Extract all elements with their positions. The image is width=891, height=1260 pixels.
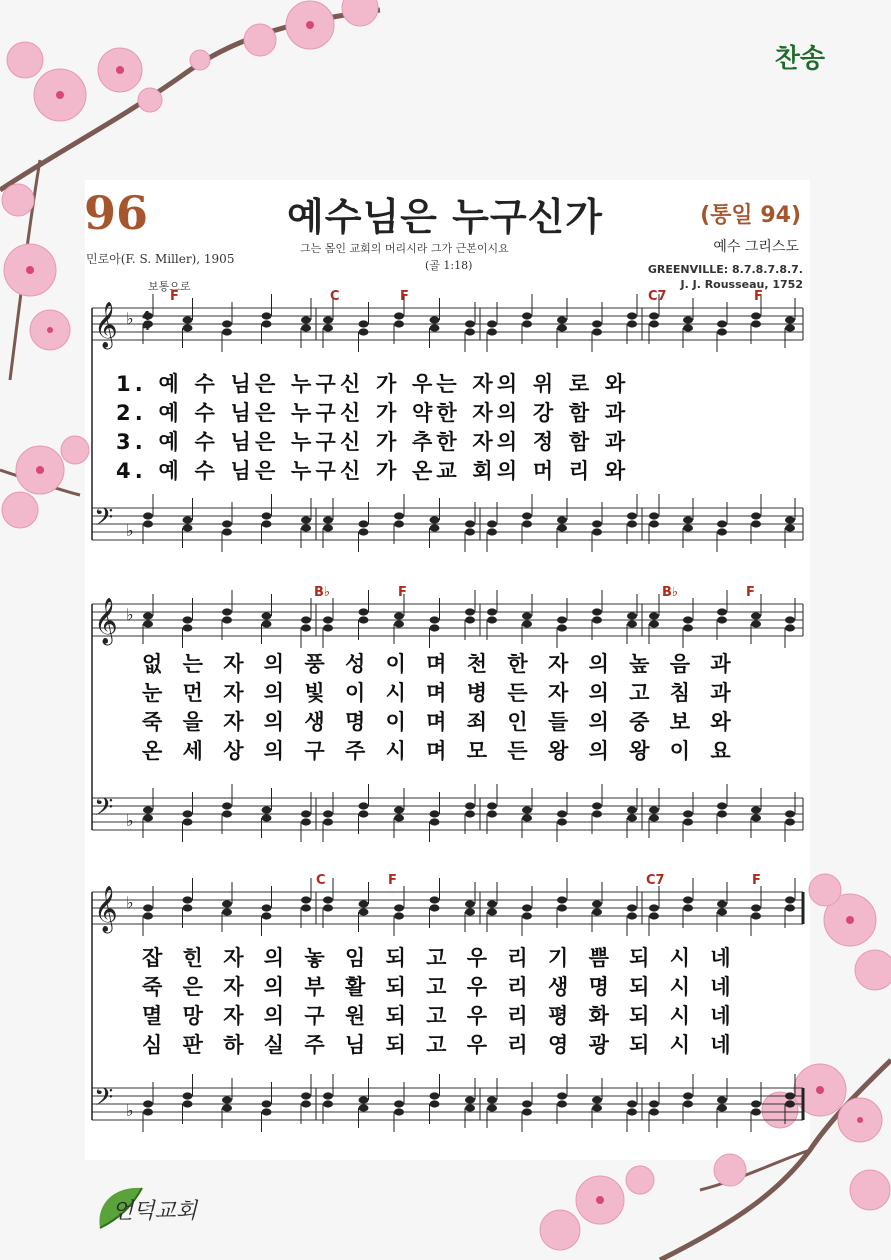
note-head xyxy=(143,814,153,821)
note-head xyxy=(430,324,440,331)
note-head xyxy=(183,1100,193,1107)
note-head xyxy=(627,806,637,813)
note-head xyxy=(143,912,153,919)
note-head xyxy=(649,312,659,319)
note-head xyxy=(183,904,193,911)
note-head xyxy=(430,810,440,817)
note-head xyxy=(627,912,637,919)
note-head xyxy=(359,900,369,907)
note-head xyxy=(183,616,193,623)
note-head xyxy=(301,1092,311,1099)
note-head xyxy=(323,524,333,531)
note-head xyxy=(262,512,272,519)
note-head xyxy=(323,316,333,323)
treble-staff xyxy=(92,294,803,352)
note-head xyxy=(522,512,532,519)
note-head xyxy=(649,806,659,813)
note-head xyxy=(394,1100,404,1107)
note-head xyxy=(183,516,193,523)
note-head xyxy=(717,528,727,535)
note-head xyxy=(323,1100,333,1107)
note-head xyxy=(751,904,761,911)
note-head xyxy=(751,620,761,627)
note-head xyxy=(592,802,602,809)
note-head xyxy=(262,520,272,527)
tune-name: GREENVILLE: 8.7.8.7.8.7. xyxy=(647,263,803,276)
note-head xyxy=(717,608,727,615)
note-head xyxy=(487,908,497,915)
note-head xyxy=(394,904,404,911)
note-head xyxy=(522,904,532,911)
note-head xyxy=(394,520,404,527)
note-head xyxy=(465,328,475,335)
note-head xyxy=(522,1100,532,1107)
note-head xyxy=(649,814,659,821)
note-head xyxy=(301,316,311,323)
scripture-reference: (골 1:18) xyxy=(425,259,473,272)
note-head xyxy=(301,818,311,825)
note-head xyxy=(359,520,369,527)
chord-symbol: F xyxy=(388,873,397,888)
lyric-line: 잡 힌 자 의 놓 임 되 고 우 리 기 쁨 되 시 네 xyxy=(142,945,738,970)
flat-icon: ♭ xyxy=(126,521,134,540)
note-head xyxy=(323,904,333,911)
note-head xyxy=(487,802,497,809)
note-head xyxy=(785,524,795,531)
note-head xyxy=(717,320,727,327)
flat-icon: ♭ xyxy=(126,309,134,328)
bass-clef-icon: 𝄢 xyxy=(94,793,114,828)
note-head xyxy=(465,810,475,817)
note-head xyxy=(143,806,153,813)
chord-symbol: C7 xyxy=(648,289,667,304)
note-head xyxy=(301,624,311,631)
note-head xyxy=(683,1092,693,1099)
note-head xyxy=(627,612,637,619)
note-head xyxy=(557,616,567,623)
note-head xyxy=(323,324,333,331)
note-head xyxy=(465,1104,475,1111)
note-head xyxy=(301,324,311,331)
note-head xyxy=(323,896,333,903)
note-head xyxy=(717,1104,727,1111)
note-head xyxy=(323,810,333,817)
note-head xyxy=(359,802,369,809)
note-head xyxy=(222,616,232,623)
note-head xyxy=(487,328,497,335)
note-head xyxy=(222,608,232,615)
note-head xyxy=(557,516,567,523)
note-head xyxy=(785,616,795,623)
note-head xyxy=(487,520,497,527)
flat-icon: ♭ xyxy=(126,893,134,912)
flat-icon: ♭ xyxy=(126,811,134,830)
note-head xyxy=(522,312,532,319)
note-head xyxy=(649,520,659,527)
note-head xyxy=(323,616,333,623)
note-head xyxy=(751,814,761,821)
note-head xyxy=(717,802,727,809)
treble-clef-icon: 𝄞 xyxy=(94,598,118,644)
note-head xyxy=(323,624,333,631)
note-head xyxy=(487,900,497,907)
note-head xyxy=(143,520,153,527)
note-head xyxy=(627,520,637,527)
note-head xyxy=(487,320,497,327)
note-head xyxy=(785,516,795,523)
note-head xyxy=(785,810,795,817)
note-head xyxy=(522,814,532,821)
note-head xyxy=(465,528,475,535)
note-head xyxy=(592,528,602,535)
lyric-line: 없 는 자 의 풍 성 이 며 천 한 자 의 높 음 과 xyxy=(142,651,738,676)
bass-staff xyxy=(92,1074,803,1132)
note-head xyxy=(262,1100,272,1107)
note-head xyxy=(649,320,659,327)
note-head xyxy=(717,900,727,907)
note-head xyxy=(487,810,497,817)
note-head xyxy=(183,624,193,631)
note-head xyxy=(557,316,567,323)
note-head xyxy=(394,320,404,327)
note-head xyxy=(683,516,693,523)
note-head xyxy=(751,1108,761,1115)
note-head xyxy=(301,1100,311,1107)
note-head xyxy=(301,896,311,903)
note-head xyxy=(627,312,637,319)
chord-symbol: C7 xyxy=(646,873,665,888)
note-head xyxy=(430,1100,440,1107)
note-head xyxy=(262,912,272,919)
note-head xyxy=(222,1096,232,1103)
note-head xyxy=(785,316,795,323)
note-head xyxy=(465,320,475,327)
note-head xyxy=(359,616,369,623)
lyric-line: 3. 예 수 님은 누구신 가 추한 자의 정 함 과 xyxy=(116,429,630,454)
lyric-line: 멸 망 자 의 구 원 되 고 우 리 평 화 되 시 네 xyxy=(142,1003,738,1028)
note-head xyxy=(717,616,727,623)
note-head xyxy=(683,896,693,903)
note-head xyxy=(522,620,532,627)
chord-symbol: C xyxy=(330,289,340,304)
note-head xyxy=(359,908,369,915)
note-head xyxy=(592,1096,602,1103)
note-head xyxy=(359,608,369,615)
note-head xyxy=(751,912,761,919)
note-head xyxy=(522,520,532,527)
note-head xyxy=(359,528,369,535)
note-head xyxy=(592,320,602,327)
note-head xyxy=(592,608,602,615)
note-head xyxy=(143,512,153,519)
note-head xyxy=(487,528,497,535)
note-head xyxy=(785,324,795,331)
treble-staff xyxy=(92,590,803,648)
note-head xyxy=(627,512,637,519)
note-head xyxy=(222,1104,232,1111)
note-head xyxy=(683,624,693,631)
note-head xyxy=(683,818,693,825)
note-head xyxy=(627,620,637,627)
note-head xyxy=(301,524,311,531)
note-head xyxy=(751,520,761,527)
note-head xyxy=(557,810,567,817)
treble-clef-icon: 𝄞 xyxy=(94,886,118,932)
note-head xyxy=(301,810,311,817)
note-head xyxy=(627,1108,637,1115)
note-head xyxy=(222,320,232,327)
lyric-line: 눈 먼 자 의 빛 이 시 며 병 든 자 의 고 침 과 xyxy=(142,680,738,705)
note-head xyxy=(394,620,404,627)
note-head xyxy=(487,616,497,623)
note-head xyxy=(487,608,497,615)
lyric-line: 죽 은 자 의 부 활 되 고 우 리 생 명 되 시 네 xyxy=(142,974,738,999)
hymn-number: 96 xyxy=(84,186,149,240)
note-head xyxy=(262,814,272,821)
chord-symbol: F xyxy=(754,289,763,304)
note-head xyxy=(465,908,475,915)
note-head xyxy=(430,616,440,623)
chord-symbol: F xyxy=(746,585,755,600)
note-head xyxy=(649,912,659,919)
note-head xyxy=(323,1092,333,1099)
note-head xyxy=(465,802,475,809)
note-head xyxy=(430,904,440,911)
note-head xyxy=(522,320,532,327)
note-head xyxy=(262,620,272,627)
note-head xyxy=(751,512,761,519)
bass-staff xyxy=(92,494,803,552)
note-head xyxy=(751,1100,761,1107)
note-head xyxy=(751,320,761,327)
note-head xyxy=(394,612,404,619)
church-name: 언덕교회 xyxy=(112,1199,198,1224)
note-head xyxy=(222,908,232,915)
note-head xyxy=(465,608,475,615)
note-head xyxy=(649,612,659,619)
note-head xyxy=(143,620,153,627)
flat-icon: ♭ xyxy=(126,1101,134,1120)
note-head xyxy=(301,616,311,623)
note-head xyxy=(717,810,727,817)
treble-clef-icon: 𝄞 xyxy=(94,302,118,348)
note-head xyxy=(785,896,795,903)
bass-clef-icon: 𝄢 xyxy=(94,503,114,538)
note-head xyxy=(717,908,727,915)
note-head xyxy=(649,1100,659,1107)
chord-symbol: F xyxy=(170,289,179,304)
note-head xyxy=(183,810,193,817)
note-head xyxy=(683,316,693,323)
note-head xyxy=(465,1096,475,1103)
note-head xyxy=(262,806,272,813)
stanza-block-2 xyxy=(112,648,792,764)
note-head xyxy=(487,1096,497,1103)
note-head xyxy=(262,612,272,619)
bass-clef-icon: 𝄢 xyxy=(94,1083,114,1118)
note-head xyxy=(262,312,272,319)
note-head xyxy=(751,612,761,619)
note-head xyxy=(751,312,761,319)
note-head xyxy=(222,520,232,527)
note-head xyxy=(717,328,727,335)
note-head xyxy=(359,1104,369,1111)
note-head xyxy=(222,810,232,817)
note-head xyxy=(359,328,369,335)
note-head xyxy=(430,624,440,631)
note-head xyxy=(359,810,369,817)
note-head xyxy=(522,612,532,619)
note-head xyxy=(430,316,440,323)
lyric-line: 죽 을 자 의 생 명 이 며 죄 인 들 의 중 보 와 xyxy=(142,709,738,734)
note-head xyxy=(557,1100,567,1107)
note-head xyxy=(143,1108,153,1115)
time-signature: 4 xyxy=(142,319,151,333)
lyric-line: 4. 예 수 님은 누구신 가 온교 회의 머 리 와 xyxy=(116,458,630,483)
note-head xyxy=(430,896,440,903)
church-logo xyxy=(92,1178,222,1242)
note-head xyxy=(592,328,602,335)
note-head xyxy=(465,520,475,527)
note-head xyxy=(522,912,532,919)
note-head xyxy=(465,900,475,907)
stanza-block-3 xyxy=(112,942,792,1058)
note-head xyxy=(394,814,404,821)
note-head xyxy=(592,520,602,527)
tempo-marking: 보통으로 xyxy=(148,280,191,293)
note-head xyxy=(683,904,693,911)
note-head xyxy=(627,814,637,821)
lyrics-author: 민로아(F. S. Miller), 1905 xyxy=(86,252,235,266)
note-head xyxy=(592,908,602,915)
note-head xyxy=(649,512,659,519)
note-head xyxy=(557,324,567,331)
note-head xyxy=(394,1108,404,1115)
note-head xyxy=(717,1096,727,1103)
hymn-subtitle: 그는 몸인 교회의 머리시라 그가 근본이시요 xyxy=(300,242,509,255)
note-head xyxy=(262,320,272,327)
note-head xyxy=(465,616,475,623)
unified-number: (통일 94) xyxy=(700,203,801,228)
note-head xyxy=(301,516,311,523)
note-head xyxy=(430,516,440,523)
note-head xyxy=(785,1100,795,1107)
hymn-badge: 찬송 xyxy=(774,44,825,74)
bass-staff xyxy=(92,784,803,842)
note-head xyxy=(183,324,193,331)
note-head xyxy=(785,904,795,911)
chord-symbol: C xyxy=(316,873,326,888)
note-head xyxy=(683,616,693,623)
note-head xyxy=(222,900,232,907)
chord-symbol: F xyxy=(400,289,409,304)
note-head xyxy=(785,1092,795,1099)
note-head xyxy=(222,802,232,809)
note-head xyxy=(323,818,333,825)
note-head xyxy=(430,524,440,531)
note-head xyxy=(683,1100,693,1107)
note-head xyxy=(394,912,404,919)
note-head xyxy=(592,810,602,817)
note-head xyxy=(557,524,567,531)
note-head xyxy=(222,328,232,335)
composer: J. J. Rousseau, 1752 xyxy=(680,278,803,291)
chord-symbol: F xyxy=(752,873,761,888)
note-head xyxy=(394,512,404,519)
note-head xyxy=(785,624,795,631)
note-head xyxy=(649,1108,659,1115)
note-head xyxy=(785,818,795,825)
note-head xyxy=(323,516,333,523)
note-head xyxy=(627,320,637,327)
note-head xyxy=(143,612,153,619)
note-head xyxy=(222,528,232,535)
note-head xyxy=(649,620,659,627)
note-head xyxy=(143,1100,153,1107)
note-head xyxy=(751,806,761,813)
note-head xyxy=(627,1100,637,1107)
note-head xyxy=(183,524,193,531)
lyric-line: 2. 예 수 님은 누구신 가 약한 자의 강 함 과 xyxy=(116,400,630,425)
note-head xyxy=(183,896,193,903)
hymn-title: 예수님은 누구신가 xyxy=(287,195,603,239)
note-head xyxy=(592,616,602,623)
time-signature: 4 xyxy=(142,309,151,323)
note-head xyxy=(592,900,602,907)
note-head xyxy=(683,324,693,331)
hymn-topic: 예수 그리스도 xyxy=(713,239,799,255)
note-head xyxy=(394,312,404,319)
note-head xyxy=(430,1092,440,1099)
flat-icon: ♭ xyxy=(126,605,134,624)
note-head xyxy=(487,1104,497,1111)
note-head xyxy=(522,1108,532,1115)
lyric-line: 온 세 상 의 구 주 시 며 모 든 왕 의 왕 이 요 xyxy=(142,738,738,763)
chord-symbol: B♭ xyxy=(314,585,331,600)
note-head xyxy=(557,904,567,911)
note-head xyxy=(717,520,727,527)
note-head xyxy=(522,806,532,813)
note-head xyxy=(592,1104,602,1111)
note-head xyxy=(557,818,567,825)
note-head xyxy=(359,1096,369,1103)
note-head xyxy=(183,818,193,825)
chord-symbol: B♭ xyxy=(662,585,679,600)
treble-staff xyxy=(92,878,803,936)
stanza-block-1 xyxy=(112,368,792,484)
note-head xyxy=(683,524,693,531)
lyric-line: 1. 예 수 님은 누구신 가 우는 자의 위 로 와 xyxy=(116,371,630,396)
note-head xyxy=(683,810,693,817)
note-head xyxy=(557,624,567,631)
note-head xyxy=(430,818,440,825)
note-head xyxy=(183,1092,193,1099)
note-head xyxy=(359,320,369,327)
note-head xyxy=(557,1092,567,1099)
note-head xyxy=(143,904,153,911)
chord-symbol: F xyxy=(398,585,407,600)
note-head xyxy=(301,904,311,911)
note-head xyxy=(394,806,404,813)
note-head xyxy=(557,896,567,903)
lyric-line: 심 판 하 실 주 님 되 고 우 리 영 광 되 시 네 xyxy=(142,1032,738,1057)
note-head xyxy=(649,904,659,911)
note-head xyxy=(627,904,637,911)
note-head xyxy=(262,904,272,911)
note-head xyxy=(183,316,193,323)
note-head xyxy=(262,1108,272,1115)
